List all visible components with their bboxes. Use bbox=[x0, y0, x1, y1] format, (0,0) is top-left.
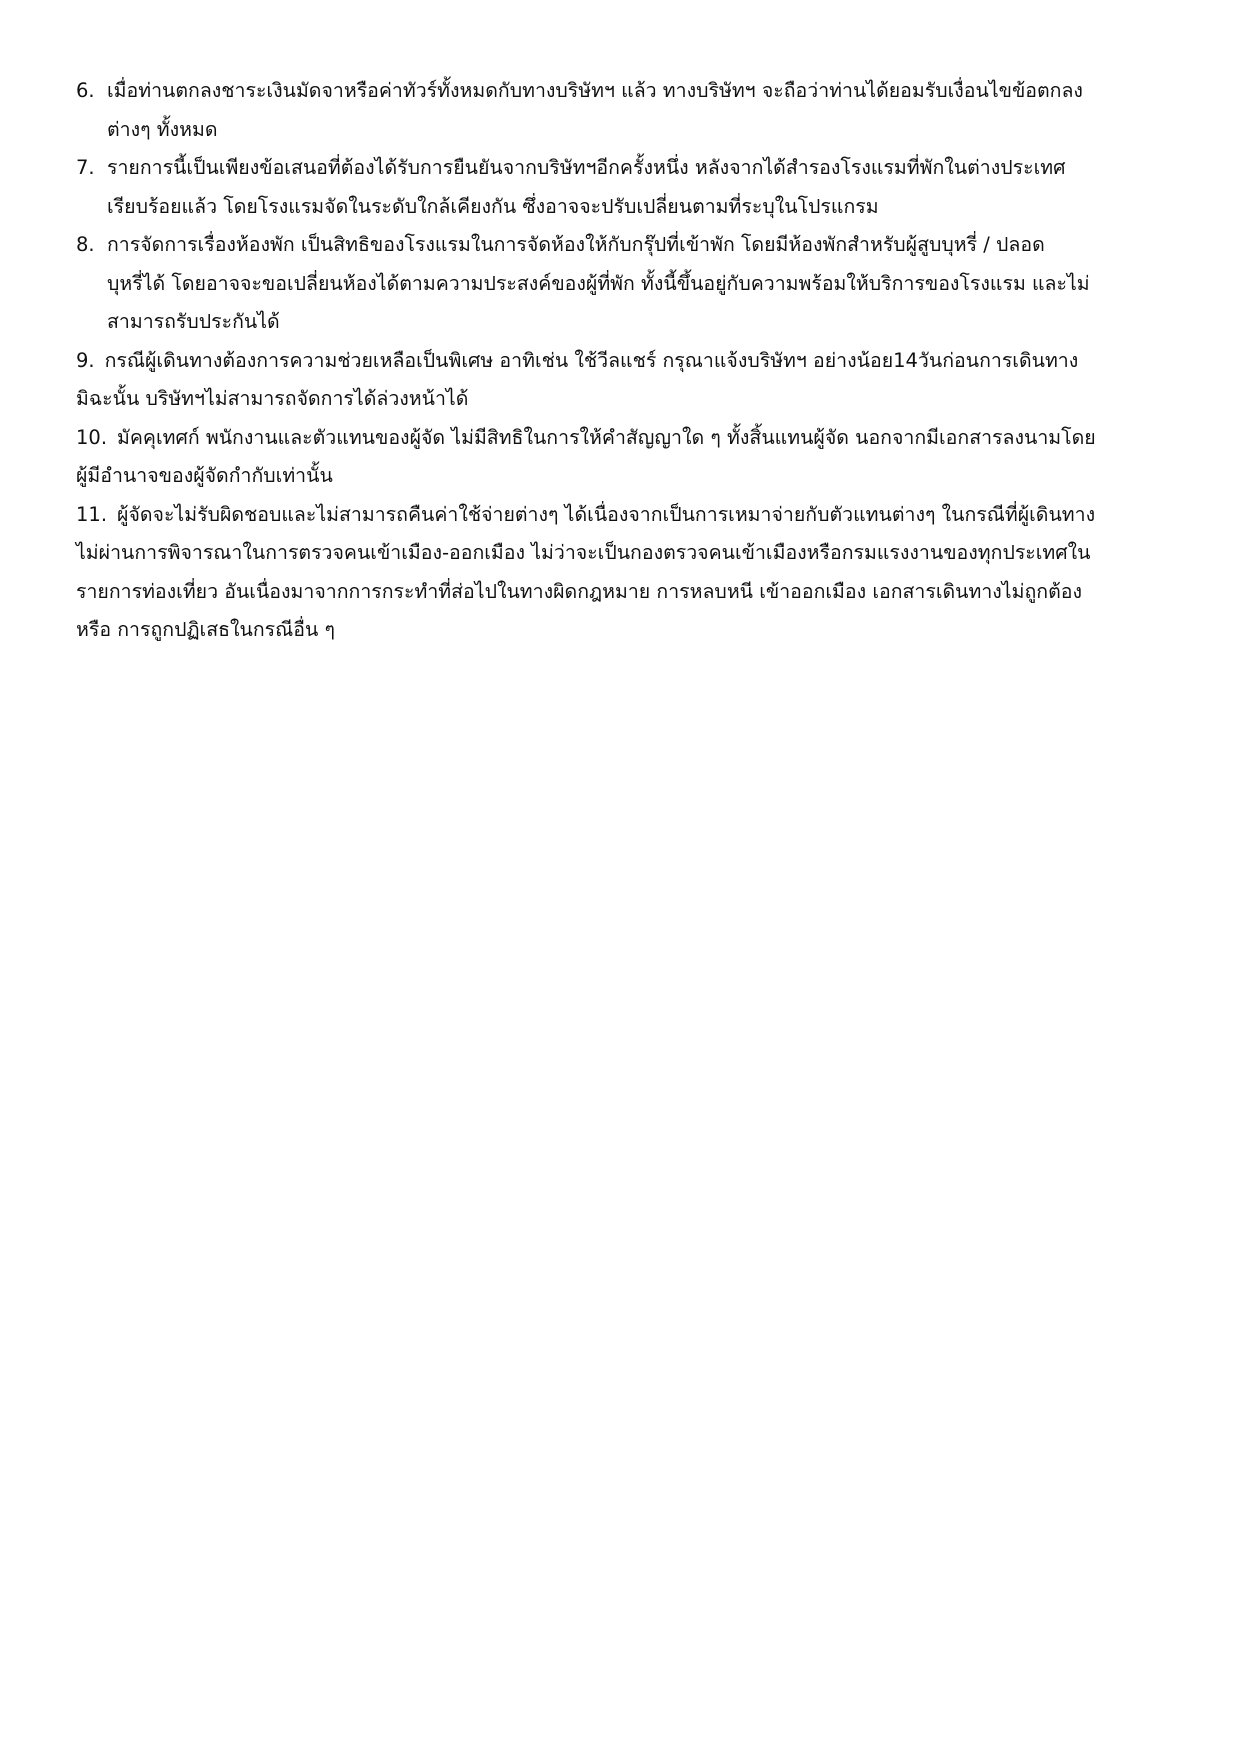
term-number: 10. bbox=[76, 425, 108, 449]
term-item-8 bbox=[76, 226, 1128, 342]
term-line: บุหรี่ได้ โดยอาจจะขอเปลี่ยนห้องได้ตามความประสงค์ของผู้ที่พัก ทั้งนี้ขึ้นอยู่กับความพร้อมให้บริการของโรงแรม และไม่ bbox=[107, 271, 1090, 295]
term-line: ผู้มีอำนาจของผู้จัดกำกับเท่านั้น bbox=[76, 464, 333, 487]
term-line: ต่างๆ ทั้งหมด bbox=[107, 117, 218, 141]
term-line: สามารถรับประกันได้ bbox=[107, 310, 280, 333]
term-item-11 bbox=[76, 496, 1128, 650]
term-item-6 bbox=[76, 72, 1128, 149]
term-number: 7. bbox=[76, 156, 95, 179]
term-line: ผู้จัดจะไม่รับผิดชอบและไม่สามารถคืนค่าใช้จ่ายต่างๆ ได้เนื่องจากเป็นการเหมาจ่ายกับตัวแทนต่างๆ ในกรณีที่ผู้เดินทาง bbox=[117, 502, 1096, 526]
term-line: รายการนี้เป็นเพียงข้อเสนอที่ต้องได้รับการยืนยันจากบริษัทฯอีกครั้งหนึ่ง หลังจากได้สำรองโรงแรมที่พักในต่างประเทศ bbox=[107, 156, 1066, 179]
term-line: ไม่ผ่านการพิจารณาในการตรวจคนเข้าเมือง-ออกเมือง ไม่ว่าจะเป็นกองตรวจคนเข้าเมืองหรือกรมแรงงานของทุกประเทศใน bbox=[76, 541, 1091, 564]
term-line: รายการท่องเที่ยว อันเนื่องมาจากการกระทำที่ส่อไปในทางผิดกฎหมาย การหลบหนี เข้าออกเมือง เอกสารเดินทางไม่ถูกต้อง bbox=[76, 579, 1082, 603]
term-line: มัคคุเทศก์ พนักงานและตัวแทนของผู้จัด ไม่มีสิทธิในการให้คำสัญญาใด ๆ ทั้งสิ้นแทนผู้จัด นอกจากมีเอกสารลงนามโดย bbox=[117, 425, 1096, 449]
term-number: 11. bbox=[76, 502, 108, 526]
term-item-7 bbox=[76, 149, 1128, 226]
term-line: หรือ การถูกปฏิเสธในกรณีอื่น ๆ bbox=[76, 618, 335, 641]
term-item-10 bbox=[76, 419, 1128, 496]
term-line: เรียบร้อยแล้ว โดยโรงแรมจัดในระดับใกล้เคียงกัน ซึ่งอาจจะปรับเปลี่ยนตามที่ระบุในโปรแกรม bbox=[107, 194, 879, 218]
term-number: 6. bbox=[76, 79, 95, 102]
term-number: 9. bbox=[76, 348, 95, 372]
term-line: การจัดการเรื่องห้องพัก เป็นสิทธิของโรงแรมในการจัดห้องให้กับกรุ๊ปที่เข้าพัก โดยมีห้องพักสำหรับผู้สูบบุหรี่ / ปลอด bbox=[107, 233, 1045, 256]
term-line: มิฉะนั้น บริษัทฯไม่สามารถจัดการได้ล่วงหน้าได้ bbox=[76, 387, 469, 410]
term-item-9 bbox=[76, 342, 1128, 419]
term-number: 8. bbox=[76, 233, 95, 256]
term-line: เมื่อท่านตกลงชาระเงินมัดจาหรือค่าทัวร์ทั้งหมดกับทางบริษัทฯ แล้ว ทางบริษัทฯ จะถือว่าท่านได้ยอมรับเงื่อนไขข้อตกลง bbox=[107, 79, 1083, 102]
terms-list bbox=[76, 72, 1128, 650]
term-line: กรณีผู้เดินทางต้องการความช่วยเหลือเป็นพิเศษ อาทิเช่น ใช้วีลแชร์ กรุณาแจ้งบริษัทฯ อย่างน้อย14วันก่อนการเดินทาง bbox=[104, 348, 1079, 372]
